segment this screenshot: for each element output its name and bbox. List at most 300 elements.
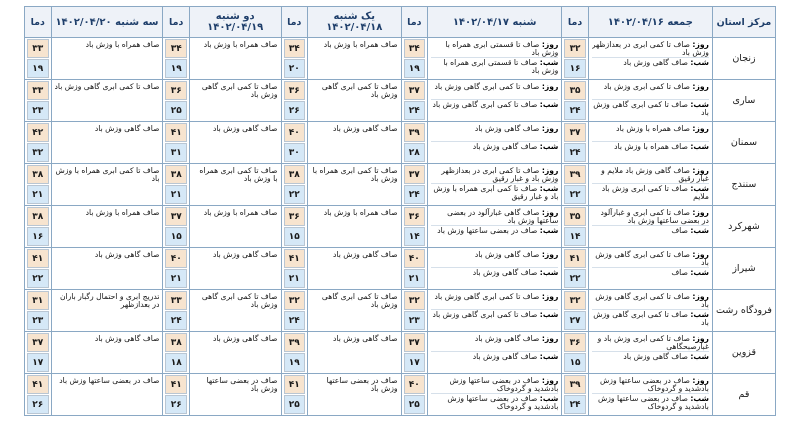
temp-cell [25, 122, 52, 164]
forecast-day [592, 332, 709, 351]
city-name: سمنان [712, 122, 775, 164]
forecast-cell [307, 122, 401, 164]
forecast-cell [189, 38, 281, 80]
min-temp: ۱۷ [27, 353, 49, 372]
night-prefix: شب: [539, 142, 559, 151]
forecast-text: صاف گاهی وزش باد [212, 250, 278, 259]
temp-cell [25, 80, 52, 122]
max-temp: ۳۲ [564, 39, 585, 58]
header-day-1: جمعه ۱۴۰۲/۰۴/۱۶ [588, 7, 712, 38]
table-row [25, 206, 776, 248]
forecast-day [431, 38, 558, 57]
forecast-day [431, 80, 558, 99]
min-temp: ۱۹ [284, 353, 305, 372]
forecast-night [431, 141, 558, 161]
night-text: صاف در بعضی ساعتها وزش بادشدید و گردوخاک [447, 394, 559, 411]
forecast-cell [307, 38, 401, 80]
max-temp: ۴۱ [564, 249, 585, 268]
max-temp: ۳۳ [165, 291, 186, 310]
temp-cell [562, 80, 588, 122]
max-temp: ۳۲ [564, 291, 585, 310]
day-text: صاف همراه با وزش باد [616, 124, 690, 133]
forecast-cell [588, 38, 712, 80]
temp-cell [163, 248, 189, 290]
forecast-cell [51, 38, 163, 80]
night-text: صاف گاهی وزش باد [472, 352, 538, 361]
forecast-text: صاف همراه با وزش باد [323, 208, 398, 217]
min-temp: ۲۶ [27, 395, 49, 414]
forecast-text: صاف همراه با وزش باد [85, 40, 160, 49]
night-prefix: شب: [690, 184, 709, 193]
night-text: صاف گاهی وزش باد [623, 58, 688, 67]
min-temp: ۱۷ [404, 353, 425, 372]
night-prefix: شب: [690, 310, 709, 319]
min-temp: ۱۵ [564, 353, 585, 372]
city-name: شیراز [712, 248, 775, 290]
forecast-text: صاف تا کمی ابری گاهی وزش باد [321, 82, 398, 99]
table-row [25, 122, 776, 164]
max-temp: ۳۳ [27, 39, 49, 58]
temp-cell [281, 206, 307, 248]
forecast-cell [189, 374, 281, 416]
day-text: صاف تا کمی ابری و غبارآلود در بعضی ساعتها وزش باد [600, 208, 709, 225]
max-temp: ۴۱ [165, 375, 186, 394]
min-temp: ۲۴ [284, 311, 305, 330]
forecast-day [592, 164, 709, 183]
forecast-cell [51, 164, 163, 206]
forecast-cell [51, 80, 163, 122]
max-temp: ۴۱ [284, 375, 305, 394]
min-temp: ۲۳ [404, 311, 425, 330]
temp-cell [281, 332, 307, 374]
day-text: صاف تا کمی ابری در بعدازظهر وزش باد و غبار رقیق [441, 166, 559, 183]
min-temp: ۳۲ [27, 143, 49, 162]
night-prefix: شب: [539, 310, 559, 319]
forecast-text: صاف در بعضی ساعتها وزش باد [59, 376, 160, 385]
max-temp: ۳۴ [284, 39, 305, 58]
min-temp: ۲۴ [165, 311, 186, 330]
max-temp: ۴۰ [284, 123, 305, 142]
temp-cell [163, 374, 189, 416]
forecast-cell [189, 80, 281, 122]
max-temp: ۳۷ [404, 81, 425, 100]
max-temp: ۴۱ [165, 123, 186, 142]
day-prefix: روز: [541, 250, 559, 259]
forecast-day [431, 374, 558, 393]
forecast-cell [189, 332, 281, 374]
forecast-night [592, 225, 709, 245]
header-day-5: سه شنبه ۱۴۰۲/۰۴/۲۰ [51, 7, 163, 38]
min-temp: ۱۵ [165, 227, 186, 246]
temp-cell [25, 290, 52, 332]
min-temp: ۲۴ [564, 395, 585, 414]
forecast-text: صاف همراه با وزش باد [203, 40, 278, 49]
day-prefix: روز: [541, 166, 559, 175]
forecast-text: صاف همراه با وزش باد [203, 208, 278, 217]
temp-cell [25, 374, 52, 416]
temp-cell [281, 122, 307, 164]
forecast-night [592, 57, 709, 77]
max-temp: ۳۸ [165, 333, 186, 352]
temp-cell [281, 290, 307, 332]
forecast-cell [189, 206, 281, 248]
min-temp: ۱۵ [284, 227, 305, 246]
forecast-cell [588, 374, 712, 416]
forecast-text: صاف گاهی وزش باد [212, 334, 278, 343]
forecast-day [592, 206, 709, 225]
forecast-cell [307, 332, 401, 374]
max-temp: ۴۰ [165, 249, 186, 268]
day-prefix: روز: [692, 166, 709, 175]
max-temp: ۳۷ [27, 333, 49, 352]
forecast-text: صاف گاهی وزش باد [212, 124, 278, 133]
min-temp: ۲۶ [284, 101, 305, 120]
min-temp: ۲۳ [27, 311, 49, 330]
min-temp: ۲۱ [165, 269, 186, 288]
header-day-2: شنبه ۱۴۰۲/۰۴/۱۷ [428, 7, 562, 38]
max-temp: ۳۶ [564, 333, 585, 352]
night-text: صاف گاهی وزش باد [623, 352, 688, 361]
forecast-text: صاف گاهی وزش باد [333, 124, 398, 133]
forecast-cell [588, 206, 712, 248]
day-prefix: روز: [541, 292, 559, 301]
forecast-night [592, 141, 709, 161]
forecast-text: صاف در بعضی ساعتها وزش باد [326, 376, 398, 393]
city-name: ساری [712, 80, 775, 122]
min-temp: ۱۹ [27, 59, 49, 78]
forecast-cell [51, 206, 163, 248]
forecast-cell [307, 248, 401, 290]
night-prefix: شب: [539, 100, 559, 109]
max-temp: ۳۹ [404, 123, 425, 142]
max-temp: ۳۲ [404, 291, 425, 310]
forecast-cell [588, 332, 712, 374]
min-temp: ۱۸ [165, 353, 186, 372]
forecast-cell [588, 122, 712, 164]
temp-cell [25, 38, 52, 80]
forecast-day [592, 122, 709, 141]
forecast-night [431, 267, 558, 287]
temp-cell [25, 206, 52, 248]
temp-cell [163, 164, 189, 206]
temp-cell [401, 374, 427, 416]
forecast-night [431, 351, 558, 371]
max-temp: ۳۶ [284, 207, 305, 226]
max-temp: ۳۴ [165, 39, 186, 58]
max-temp: ۳۹ [564, 165, 585, 184]
max-temp: ۳۸ [27, 207, 49, 226]
max-temp: ۴۲ [27, 123, 49, 142]
table-row [25, 332, 776, 374]
min-temp: ۲۵ [404, 395, 425, 414]
forecast-text: صاف تا کمی ابری همراه با وزش باد [312, 166, 398, 183]
max-temp: ۴۱ [284, 249, 305, 268]
temp-cell [25, 248, 52, 290]
min-temp: ۲۵ [284, 395, 305, 414]
night-prefix: شب: [539, 268, 559, 277]
temp-cell [401, 122, 427, 164]
night-text: صاف تا کمی ابری گاهی وزش باد [432, 310, 538, 319]
temp-cell [562, 122, 588, 164]
max-temp: ۳۲ [284, 291, 305, 310]
day-prefix: روز: [541, 40, 559, 49]
min-temp: ۱۹ [404, 59, 425, 78]
max-temp: ۳۷ [564, 123, 585, 142]
day-text: صاف در بعضی ساعتها وزش بادشدید و گردوخاک [600, 376, 709, 393]
day-prefix: روز: [541, 82, 559, 91]
forecast-cell [51, 290, 163, 332]
day-text: صاف تا کمی ابری گاهی وزش باد [595, 292, 709, 309]
forecast-cell [428, 38, 562, 80]
temp-cell [281, 164, 307, 206]
temp-cell [25, 332, 52, 374]
header-temp-4: دما [163, 7, 189, 38]
forecast-cell [588, 164, 712, 206]
day-prefix: روز: [692, 292, 709, 301]
max-temp: ۳۶ [404, 207, 425, 226]
forecast-body [25, 38, 776, 416]
forecast-cell [189, 164, 281, 206]
city-name: فرودگاه رشت [712, 290, 775, 332]
temp-cell [281, 248, 307, 290]
temp-cell [25, 164, 52, 206]
table-row [25, 164, 776, 206]
forecast-cell [189, 248, 281, 290]
forecast-day [431, 332, 558, 351]
forecast-text: صاف گاهی وزش باد [94, 334, 160, 343]
day-text: صاف تا کمی ابری گاهی وزش باد [434, 82, 540, 91]
min-temp: ۲۴ [564, 143, 585, 162]
forecast-cell [588, 248, 712, 290]
city-name: قزوین [712, 332, 775, 374]
min-temp: ۲۴ [404, 101, 425, 120]
forecast-day [431, 290, 558, 309]
temp-cell [401, 206, 427, 248]
max-temp: ۳۶ [284, 81, 305, 100]
forecast-cell [428, 290, 562, 332]
day-text: صاف در بعضی ساعتها وزش بادشدید و گردوخاک [449, 376, 559, 393]
temp-cell [562, 248, 588, 290]
min-temp: ۲۶ [165, 395, 186, 414]
table-row [25, 38, 776, 80]
day-prefix: روز: [692, 40, 709, 49]
forecast-night [431, 225, 558, 245]
max-temp: ۳۹ [284, 333, 305, 352]
night-text: صاف در بعضی ساعتها وزش بادشدید و گردوخاک [598, 394, 709, 411]
max-temp: ۳۷ [404, 165, 425, 184]
max-temp: ۳۷ [404, 333, 425, 352]
city-name: سنندج [712, 164, 775, 206]
day-prefix: روز: [692, 124, 709, 133]
min-temp: ۱۶ [27, 227, 49, 246]
temp-cell [281, 38, 307, 80]
min-temp: ۲۱ [27, 185, 49, 204]
temp-cell [401, 80, 427, 122]
max-temp: ۳۸ [27, 165, 49, 184]
forecast-text: صاف گاهی وزش باد [333, 250, 398, 259]
night-text: صاف تا کمی ابری گاهی وزش باد [593, 100, 709, 117]
table-row [25, 80, 776, 122]
day-prefix: روز: [541, 334, 559, 343]
forecast-day [431, 164, 558, 183]
day-text: صاف گاهی وزش باد [474, 124, 540, 133]
max-temp: ۳۶ [165, 81, 186, 100]
forecast-text: تدریج ابری و احتمال رگبار باران در بعدازظهر [59, 292, 160, 309]
night-prefix: شب: [690, 142, 709, 151]
forecast-night [592, 393, 709, 413]
night-prefix: شب: [539, 58, 559, 67]
forecast-day [592, 80, 709, 99]
day-text: صاف گاهی وزش باد ملایم و غبار رقیق [601, 166, 709, 183]
forecast-day [592, 374, 709, 393]
night-prefix: شب: [690, 352, 709, 361]
night-prefix: شب: [690, 58, 709, 67]
header-temp-2: دما [401, 7, 427, 38]
day-prefix: روز: [541, 376, 559, 385]
forecast-text: صاف تا کمی ابری گاهی وزش باد [201, 82, 278, 99]
night-prefix: شب: [690, 394, 709, 403]
forecast-cell [51, 332, 163, 374]
day-prefix: روز: [692, 208, 709, 217]
day-text: صاف گاهی وزش باد [474, 334, 540, 343]
temp-cell [163, 38, 189, 80]
temp-cell [163, 206, 189, 248]
forecast-text: صاف گاهی وزش باد [94, 250, 160, 259]
min-temp: ۲۲ [564, 269, 585, 288]
forecast-night [431, 57, 558, 77]
min-temp: ۱۴ [564, 227, 585, 246]
forecast-night [592, 183, 709, 203]
day-text: صاف گاهی غبارآلود در بعضی ساعتها وزش باد [447, 208, 559, 225]
night-text: صاف [671, 226, 688, 235]
forecast-night [592, 351, 709, 371]
forecast-cell [428, 122, 562, 164]
temp-cell [562, 290, 588, 332]
min-temp: ۲۱ [404, 269, 425, 288]
forecast-cell [428, 164, 562, 206]
day-prefix: روز: [541, 208, 559, 217]
forecast-text: صاف در بعضی ساعتها وزش باد [206, 376, 278, 393]
header-day-4: دو شنبه ۱۴۰۲/۰۴/۱۹ [189, 7, 281, 38]
temp-cell [401, 164, 427, 206]
min-temp: ۲۷ [564, 311, 585, 330]
forecast-text: صاف تا کمی ابری همراه با وزش باد [55, 166, 160, 183]
min-temp: ۲۱ [284, 269, 305, 288]
forecast-cell [428, 374, 562, 416]
temp-cell [281, 80, 307, 122]
night-prefix: شب: [539, 352, 559, 361]
forecast-table [24, 6, 776, 416]
min-temp: ۲۲ [284, 185, 305, 204]
night-prefix: شب: [690, 226, 709, 235]
min-temp: ۲۲ [564, 185, 585, 204]
forecast-cell [51, 248, 163, 290]
min-temp: ۱۴ [404, 227, 425, 246]
city-name: قم [712, 374, 775, 416]
table-row [25, 374, 776, 416]
temp-cell [562, 164, 588, 206]
night-text: صاف تا کمی ابری گاهی وزش باد [432, 100, 538, 109]
forecast-cell [588, 80, 712, 122]
forecast-day [592, 290, 709, 309]
max-temp: ۳۴ [404, 39, 425, 58]
day-text: صاف تا کمی ابری وزش باد و غبارصبحگاهی [597, 334, 709, 351]
forecast-night [431, 183, 558, 203]
table-row [25, 248, 776, 290]
forecast-night [592, 267, 709, 287]
night-text: صاف تا کمی ابری وزش باد ملایم [601, 184, 709, 201]
night-text: صاف همراه با وزش باد [614, 142, 688, 151]
max-temp: ۳۵ [564, 207, 585, 226]
forecast-cell [428, 80, 562, 122]
max-temp: ۳۳ [27, 81, 49, 100]
forecast-cell [307, 374, 401, 416]
night-text: صاف [671, 268, 688, 277]
header-temp-1: دما [562, 7, 588, 38]
day-prefix: روز: [692, 334, 709, 343]
forecast-cell [189, 290, 281, 332]
max-temp: ۳۵ [564, 81, 585, 100]
temp-cell [401, 332, 427, 374]
temp-cell [562, 374, 588, 416]
night-text: صاف گاهی وزش باد [472, 268, 538, 277]
day-text: صاف تا کمی ابری گاهی وزش باد [434, 292, 540, 301]
forecast-text: صاف تا کمی ابری گاهی وزش باد [201, 292, 278, 309]
forecast-table-wrapper [24, 6, 776, 416]
forecast-text: صاف تا کمی ابری همراه با وزش باد [199, 166, 278, 183]
forecast-night [431, 99, 558, 119]
min-temp: ۱۶ [564, 59, 585, 78]
table-row [25, 290, 776, 332]
city-name: زنجان [712, 38, 775, 80]
night-prefix: شب: [690, 268, 709, 277]
forecast-cell [307, 206, 401, 248]
forecast-cell [588, 290, 712, 332]
min-temp: ۲۲ [27, 269, 49, 288]
max-temp: ۴۰ [404, 249, 425, 268]
forecast-day [431, 206, 558, 225]
forecast-cell [51, 122, 163, 164]
night-prefix: شب: [539, 226, 559, 235]
temp-cell [562, 38, 588, 80]
header-day-3: یک شنبه ۱۴۰۲/۰۴/۱۸ [307, 7, 401, 38]
max-temp: ۳۱ [27, 291, 49, 310]
day-prefix: روز: [692, 250, 709, 259]
forecast-night [431, 309, 558, 329]
temp-cell [163, 80, 189, 122]
min-temp: ۱۹ [165, 59, 186, 78]
forecast-cell [189, 122, 281, 164]
temp-cell [281, 374, 307, 416]
forecast-day [592, 248, 709, 267]
header-city: مرکز استان [712, 7, 775, 38]
night-prefix: شب: [690, 100, 709, 109]
day-text: صاف تا قسمتی ابری همراه با وزش باد [445, 40, 559, 57]
min-temp: ۳۱ [165, 143, 186, 162]
night-text: صاف در بعضی ساعتها وزش باد [437, 226, 538, 235]
min-temp: ۲۵ [165, 101, 186, 120]
day-text: صاف تا کمی ابری در بعدازظهر وزش باد [591, 40, 709, 57]
day-prefix: روز: [692, 82, 709, 91]
forecast-cell [428, 248, 562, 290]
forecast-cell [428, 206, 562, 248]
temp-cell [163, 122, 189, 164]
night-text: صاف تا قسمتی ابری همراه با وزش باد [443, 58, 559, 75]
day-text: صاف گاهی وزش باد [474, 250, 540, 259]
max-temp: ۳۸ [284, 165, 305, 184]
forecast-text: صاف همراه با وزش باد [85, 208, 160, 217]
forecast-text: صاف تا کمی ابری گاهی وزش باد [321, 292, 398, 309]
